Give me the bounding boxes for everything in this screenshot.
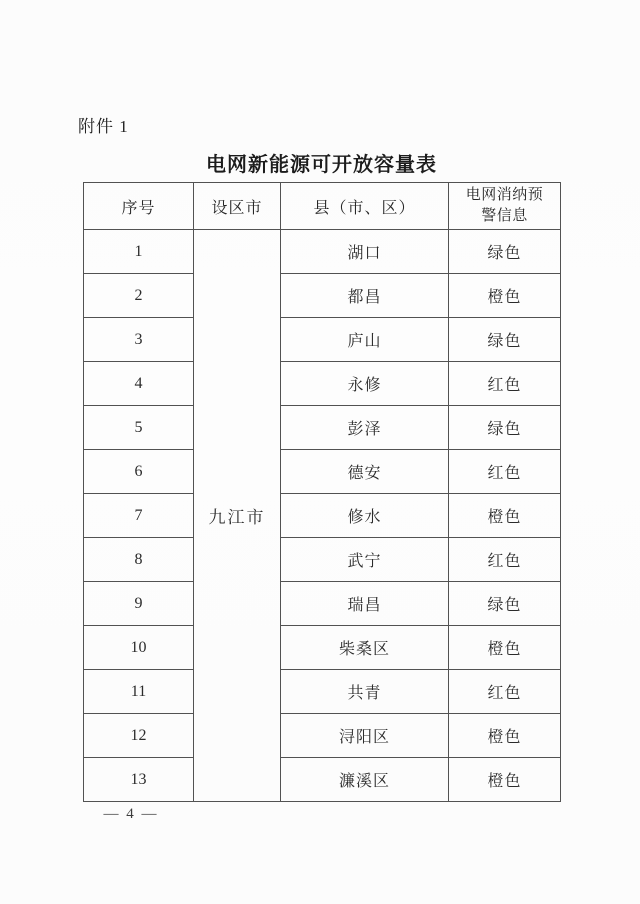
cell-county: 瑞昌: [281, 582, 449, 626]
table-row: [84, 362, 561, 406]
table-row: [84, 450, 561, 494]
cell-county: 柴桑区: [281, 626, 449, 670]
header-row: [84, 183, 561, 230]
cell-serial: 5: [84, 406, 194, 450]
table-row: [84, 406, 561, 450]
table-row: [84, 758, 561, 802]
cell-serial: 9: [84, 582, 194, 626]
page-title: 电网新能源可开放容量表: [206, 154, 437, 176]
cell-serial: 1: [84, 230, 194, 274]
table-row: [84, 230, 561, 274]
cell-city: 九江市: [194, 230, 281, 802]
cell-warning: 红色: [449, 362, 561, 406]
cell-warning: 红色: [449, 538, 561, 582]
cell-warning: 橙色: [449, 494, 561, 538]
cell-warning: 绿色: [449, 318, 561, 362]
table-row: [84, 714, 561, 758]
cell-serial: 10: [84, 626, 194, 670]
cell-warning: 红色: [449, 670, 561, 714]
cell-serial: 3: [84, 318, 194, 362]
cell-serial: 2: [84, 274, 194, 318]
cell-county: 修水: [281, 494, 449, 538]
table-row: [84, 318, 561, 362]
cell-county: 共青: [281, 670, 449, 714]
cell-warning: 橙色: [449, 714, 561, 758]
cell-warning: 橙色: [449, 758, 561, 802]
cell-serial: 7: [84, 494, 194, 538]
table-row: [84, 582, 561, 626]
cell-county: 庐山: [281, 318, 449, 362]
table-row: [84, 538, 561, 582]
cell-warning: 绿色: [449, 582, 561, 626]
table-row: [84, 626, 561, 670]
cell-county: 德安: [281, 450, 449, 494]
cell-county: 都昌: [281, 274, 449, 318]
header-cell-city: 设区市: [194, 183, 281, 230]
cell-warning: 橙色: [449, 274, 561, 318]
cell-county: 湖口: [281, 230, 449, 274]
cell-serial: 11: [84, 670, 194, 714]
cell-serial: 6: [84, 450, 194, 494]
cell-county: 彭泽: [281, 406, 449, 450]
cell-county: 永修: [281, 362, 449, 406]
cell-county: 浔阳区: [281, 714, 449, 758]
cell-warning: 绿色: [449, 230, 561, 274]
header-cell-warning: 电网消纳预警信息: [449, 183, 561, 230]
cell-serial: 4: [84, 362, 194, 406]
cell-serial: 8: [84, 538, 194, 582]
cell-serial: 13: [84, 758, 194, 802]
cell-serial: 12: [84, 714, 194, 758]
cell-warning: 橙色: [449, 626, 561, 670]
attachment-label: 附件 1: [78, 117, 129, 136]
header-cell-county: 县（市、区）: [281, 183, 449, 230]
cell-county: 武宁: [281, 538, 449, 582]
table-row: [84, 274, 561, 318]
cell-county: 濂溪区: [281, 758, 449, 802]
header-cell-serial: 序号: [84, 183, 194, 230]
cell-warning: 绿色: [449, 406, 561, 450]
table-row: [84, 494, 561, 538]
cell-warning: 红色: [449, 450, 561, 494]
page-number: — 4 —: [103, 806, 159, 822]
table-row: [84, 670, 561, 714]
capacity-table: [83, 182, 561, 802]
